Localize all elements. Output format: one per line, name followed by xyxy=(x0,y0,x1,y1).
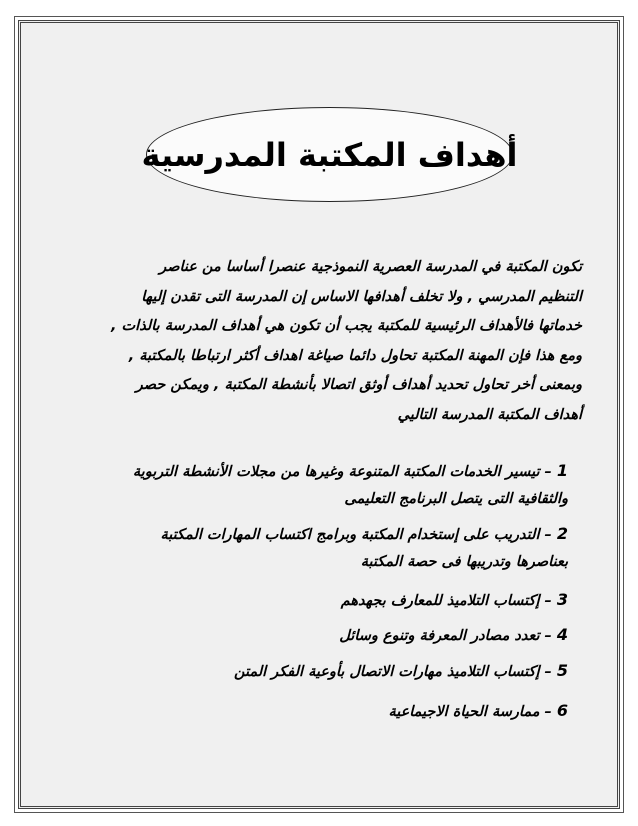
goal-item-4 xyxy=(98,621,568,649)
goal-item-2 xyxy=(98,520,568,576)
goal-number: 3 xyxy=(556,590,568,609)
goal-item-6 xyxy=(98,697,568,725)
intro-line: وبمعنى أخر تحاول تحديد أهداف أوثق اتصالا بأنشطة المكتبة , ويمكن حصر xyxy=(135,377,582,393)
goal-text: التدريب على إستخدام المكتبة وبرامج اكتساب المهارات المكتبة xyxy=(160,527,540,543)
goal-text: ممارسة الحياة الاجيماعية xyxy=(388,704,540,720)
goal-text: تعدد مصادر المعرفة وتنوع وسائل xyxy=(339,628,540,644)
goal-item-3 xyxy=(98,586,568,614)
page-title: أهداف المكتبة المدرسية xyxy=(141,135,518,174)
intro-line: أهداف المكتبة المدرسة التاليي xyxy=(397,406,582,423)
goal-dash: – xyxy=(544,527,552,543)
goal-number: 2 xyxy=(556,524,568,543)
goal-item-5 xyxy=(98,657,568,685)
intro-paragraph xyxy=(60,253,582,430)
goal-dash: – xyxy=(544,464,552,480)
intro-line: خدماتها فالأهداف الرئيسية للمكتبة يجب أن تكون هي أهداف المدرسة بالذات , xyxy=(110,318,582,334)
intro-line: ومع هذا فإن المهنة المكتبة تحاول دائما صياغة اهداف أكثر ارتباطا بالمكتبة , xyxy=(128,347,582,364)
goal-text: إكتساب التلاميذ للمعارف بجهدهم xyxy=(340,593,540,609)
goal-number: 4 xyxy=(556,625,568,644)
title-oval xyxy=(141,107,518,202)
goal-text: والثقافية التى يتصل البرنامج التعليمى xyxy=(344,491,568,507)
goal-number: 1 xyxy=(556,461,568,480)
goal-dash: – xyxy=(544,628,552,644)
goal-number: 5 xyxy=(556,661,568,680)
goal-text: تيسير الخدمات المكتبة المتنوعة وغيرها من مجلات الأنشطة التربوية xyxy=(132,464,540,480)
goal-item-1 xyxy=(98,457,568,513)
goal-dash: – xyxy=(544,664,552,680)
intro-line: تكون المكتبة في المدرسة العصرية النموذجية عنصرا أساسا من عناصر xyxy=(159,259,582,275)
goal-dash: – xyxy=(544,704,552,720)
goal-number: 6 xyxy=(556,701,568,720)
intro-line: التنظيم المدرسي , ولا تخلف أهدافها الاساس إن المدرسة التى تقدن إليها xyxy=(141,288,582,305)
goal-text: إكتساب التلاميذ مهارات الاتصال بأوعية الفكر المتن xyxy=(233,664,540,680)
goal-dash: – xyxy=(544,593,552,609)
goal-text: بعناصرها وتدريبها فى حصة المكتبة xyxy=(360,554,568,570)
